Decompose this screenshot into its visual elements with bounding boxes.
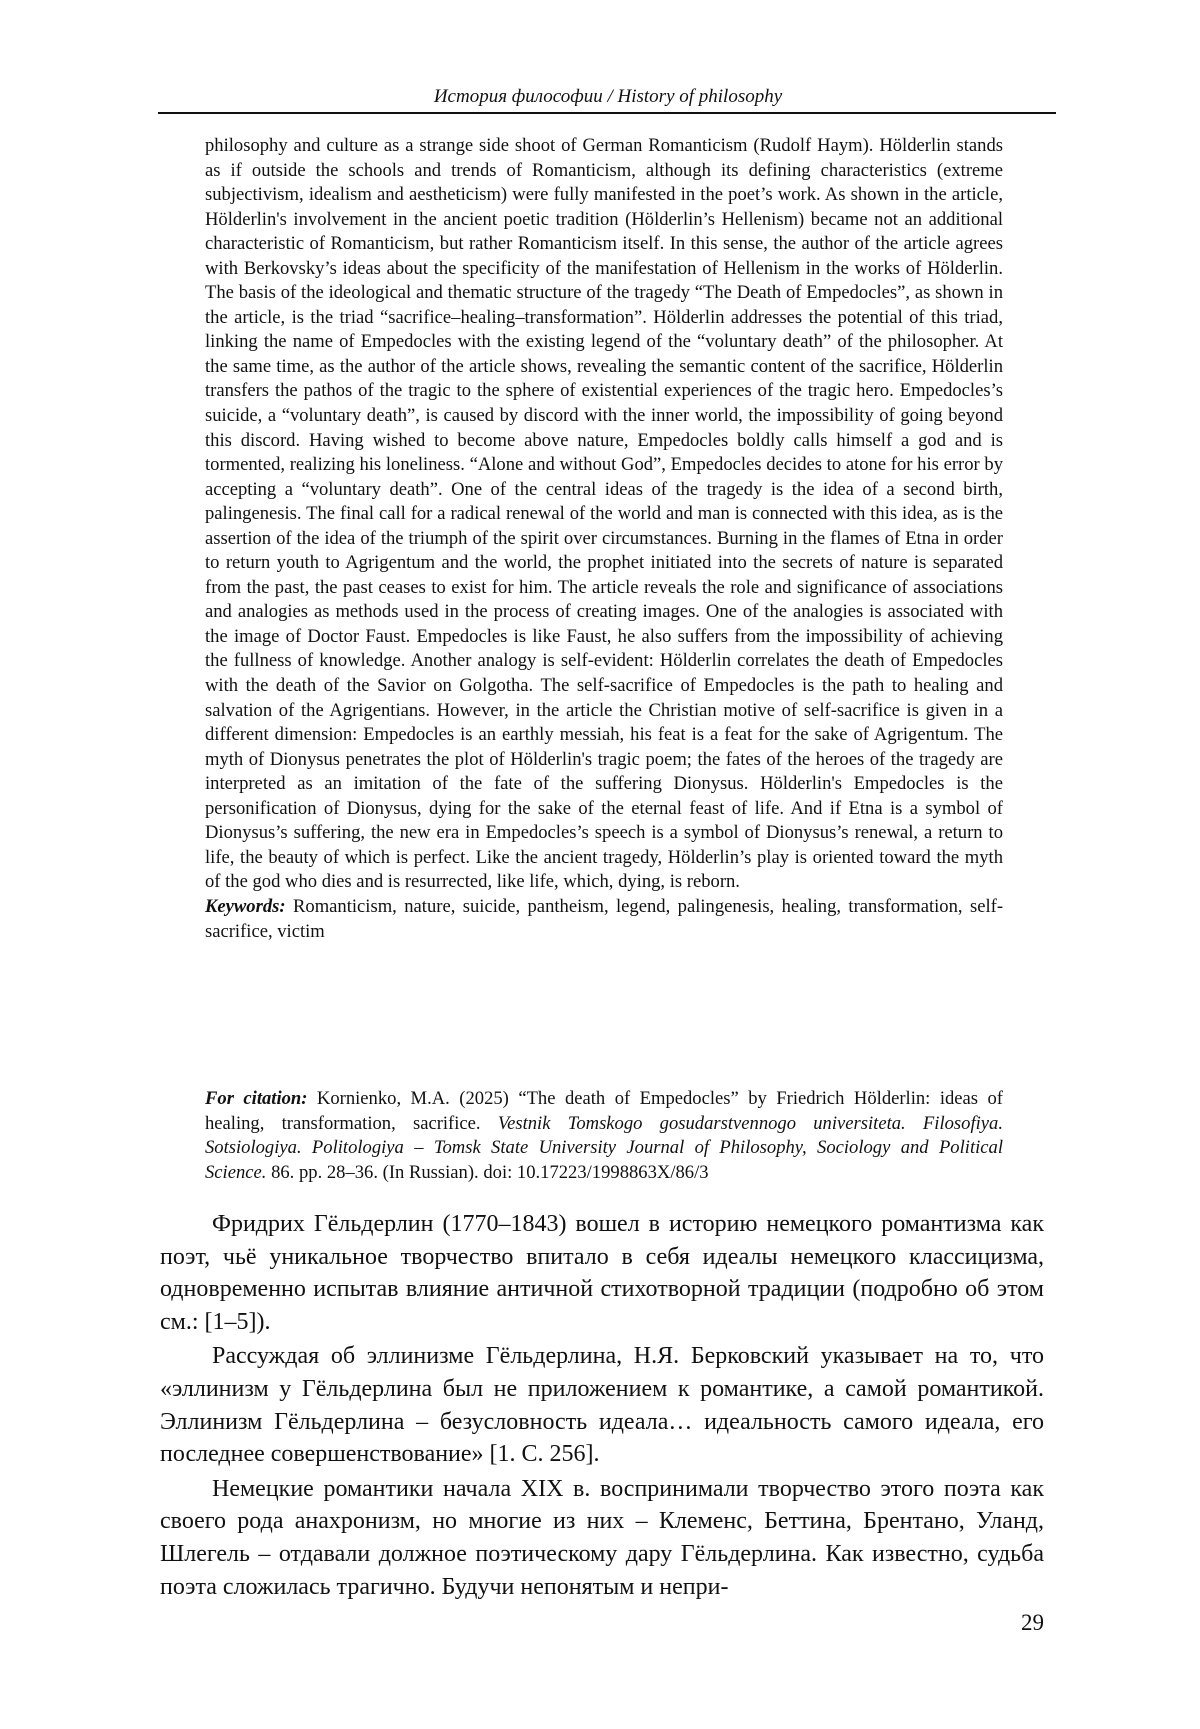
body-paragraph: Немецкие романтики начала XIX в. воспринимали творчество этого поэта как своего рода анахронизм, но многие из них – Клеменс, Беттина, Брентано, Уланд, Шлегель – отдавали должное поэтическому дару Гёльдерлина. Как известно, судьба поэта сложилась трагично. Будучи непонятым и непри- <box>160 1475 1044 1600</box>
abstract-text: philosophy and culture as a strange side shoot of German Romanticism (Rudolf Haym). Hölderlin stands as if outside the schools and trends of Romanticism, although its defining characteristics (extreme subjectivism, idealism and aestheticism) were fully manifested in the poet’s work. As shown in the article, Hölderlin's involvement in the ancient poetic tradition (Hölderlin’s Hellenism) became not an additional characteristic of Romanticism, but rather Romanticism itself. In this sense, the author of the article agrees with Berkovsky’s ideas about the specificity of the manifestation of Hellenism in the works of Hölderlin. The basis of the ideological and thematic structure of the tragedy “The Death of Empedocles”, as shown in the article, is the triad “sacrifice–healing–transformation”. Hölderlin addresses the potential of this triad, linking the name of Empedocles with the existing legend of the “voluntary death” of the philosopher. At the same time, as the author of the article shows, revealing the semantic content of the sacrifice, Hölderlin transfers the pathos of the tragic to the sphere of existential experiences of the tragic hero. Empedocles’s suicide, a “voluntary death”, is caused by discord with the inner world, the impossibility of going beyond this discord. Having wished to become above nature, Empedocles boldly calls himself a god and is tormented, realizing his loneliness. “Alone and without God”, Empedocles decides to atone for his error by accepting a “voluntary death”. One of the central ideas of the tragedy is the idea of a second birth, palingenesis. The final call for a radical renewal of the world and man is connected with this idea, as is the assertion of the idea of the triumph of the spirit over circumstances. Burning in the flames of Etna in order to return youth to Agrigentum and the world, the prophet initiated into the secrets of nature is separated from the past, the past ceases to exist for him. The article reveals the role and significance of associations and analogies as methods used in the process of creating images. One of the analogies is associated with the image of Doctor Faust. Empedocles is like Faust, he also suffers from the impossibility of achieving the fullness of knowledge. Another analogy is self-evident: Hölderlin correlates the death of Empedocles with the death of the Savior on Golgotha. The self-sacrifice of Empedocles is the path to healing and salvation of the Agrigentians. However, in the article the Christian motive of self-sacrifice is given in a different dimension: Empedocles is an earthly messiah, his feat is a feat for the sake of Agrigentum. The myth of Dionysus penetrates the plot of Hölderlin's tragic poem; the fates of the heroes of the tragedy are interpreted as an imitation of the fate of the suffering Dionysus. Hölderlin's Empedocles is the personification of Dionysus, dying for the sake of the eternal feast of life. And if Etna is a symbol of Dionysus’s suffering, the new era in Empedocles’s speech is a symbol of Dionysus’s renewal, a return to life, the beauty of which is perfect. Like the ancient tragedy, Hölderlin’s play is oriented toward the myth of the god who dies and is resurrected, like life, which, dying, is reborn. <box>205 135 1003 893</box>
citation-journal: Vestnik Tomskogo gosudarstvennogo universiteta. Filosofiya. Sotsiologiya. Politologiya – Tomsk State University Journal of Philosophy, Sociology and Political Science. <box>205 1112 1003 1183</box>
running-header: История философии / History of philosophy <box>433 86 783 107</box>
citation-text <box>205 1087 1003 1185</box>
article-body <box>160 1208 1044 1605</box>
citation-reference: Kornienko, M.A. (2025) “The death of Empedocles” by Friedrich Hölderlin: ideas of healing, transformation, sacrifice. <box>205 1088 1003 1134</box>
body-paragraph: Фридрих Гёльдерлин (1770–1843) вошел в историю немецкого романтизма как поэт, чьё уникальное творчество впитало в себя идеалы немецкого классицизма, одновременно испытав влияние античной стихотворной традиции (подробно об этом см.: [1–5]). <box>160 1211 1044 1335</box>
citation-label: For citation: <box>205 1088 308 1109</box>
keywords-label: Keywords: <box>205 895 286 917</box>
abstract-block <box>205 134 1003 944</box>
body-paragraph: Рассуждая об эллинизме Гёльдерлина, Н.Я. Берковский указывает на то, что «эллинизм у Гёльдерлина был не приложением к романтике, а самой романтикой. Эллинизм Гёльдерлина – безусловность идеала… идеальность самого идеала, его последнее совершенствование» [1. С. 256]. <box>160 1343 1044 1468</box>
keywords <box>205 895 1003 944</box>
page-number: 29 <box>1021 1610 1044 1635</box>
header-rule <box>158 112 1056 114</box>
citation-details: 86. pp. 28–36. (In Russian). doi: 10.17223/1998863X/86/3 <box>271 1161 709 1183</box>
keywords-list: Romanticism, nature, suicide, pantheism, legend, palingenesis, healing, transformation, self-sacrifice, victim <box>205 895 1004 942</box>
citation-block <box>205 1087 1003 1185</box>
